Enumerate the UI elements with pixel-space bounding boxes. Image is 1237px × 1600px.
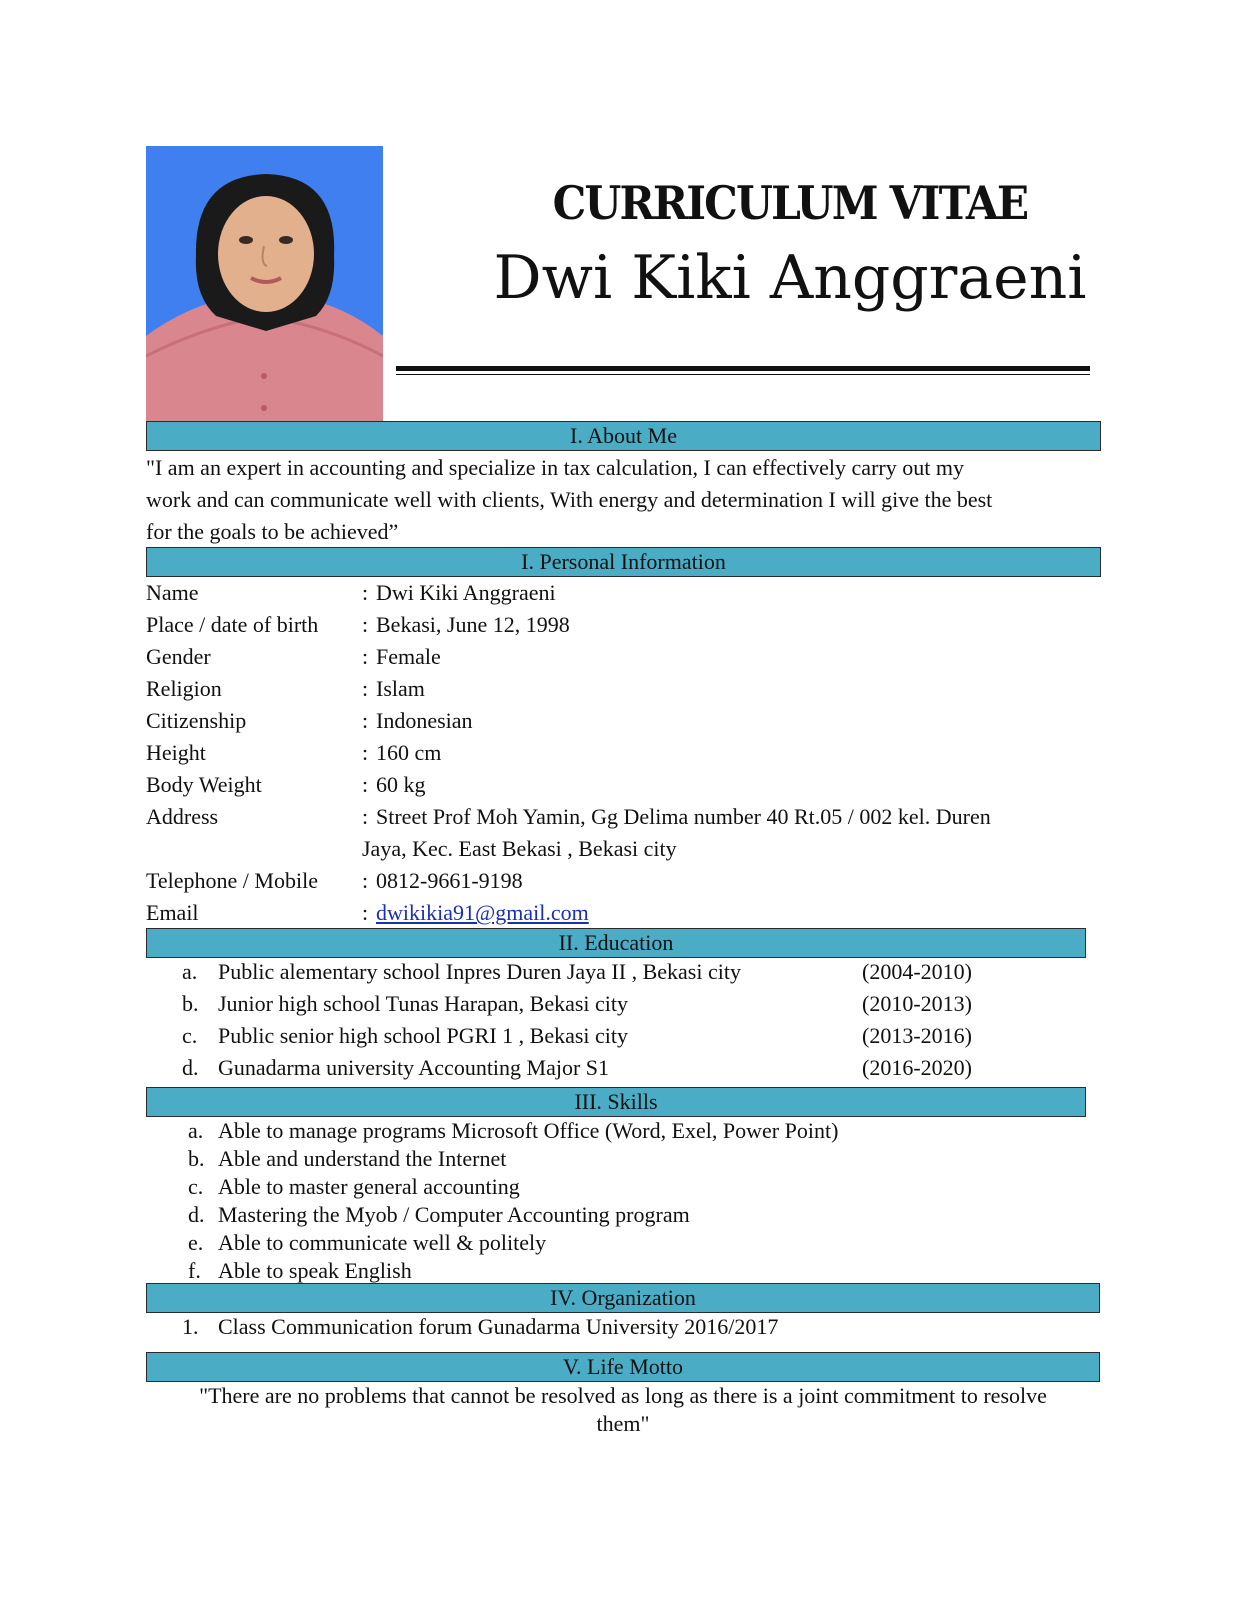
section-skills-heading: III. Skills [146,1087,1086,1117]
field-label: Telephone / Mobile [146,868,318,893]
field-colon: : [362,612,369,637]
skill-text: Able and understand the Internet [218,1146,507,1171]
section-motto-heading: V. Life Motto [146,1352,1100,1382]
list-marker: d. [182,1055,199,1080]
list-marker: e. [188,1230,204,1255]
candidate-name: Dwi Kiki Anggraeni [493,243,1087,313]
field-colon: : [362,740,369,765]
list-marker: a. [188,1118,204,1143]
education-years: (2004-2010) [862,959,972,984]
section-education-heading: II. Education [146,928,1086,958]
list-marker: b. [188,1146,205,1171]
section-about-heading: I. About Me [146,421,1101,451]
email-link[interactable]: dwikikia91@gmail.com [376,900,589,925]
list-marker: d. [188,1202,205,1227]
field-value: 60 kg [376,772,426,797]
about-line: "I am an expert in accounting and specialize in tax calculation, I can effectively carry out my [146,455,964,480]
field-value: 0812-9661-9198 [376,868,523,893]
field-colon: : [362,644,369,669]
profile-photo [146,146,383,425]
about-line: for the goals to be achieved” [146,519,399,544]
education-years: (2016-2020) [862,1055,972,1080]
education-school: Junior high school Tunas Harapan, Bekasi city [218,991,629,1016]
field-label: Name [146,580,199,605]
education-years: (2013-2016) [862,1023,972,1048]
field-label: Address [146,804,219,829]
header-divider [396,366,1090,371]
field-value: Jaya, Kec. East Bekasi , Bekasi city [362,836,677,861]
skill-text: Able to communicate well & politely [218,1230,547,1255]
field-label: Email [146,900,199,925]
section-organization-heading: IV. Organization [146,1283,1100,1313]
list-marker: a. [182,959,198,984]
motto-line: them" [596,1411,650,1436]
skill-text: Mastering the Myob / Computer Accounting program [218,1202,690,1227]
list-marker: 1. [182,1314,199,1339]
field-label: Religion [146,676,222,701]
field-value: Islam [376,676,425,701]
field-colon: : [362,804,369,829]
skill-text: Able to master general accounting [218,1174,520,1199]
field-value: Female [376,644,441,669]
list-marker: c. [182,1023,198,1048]
education-years: (2010-2013) [862,991,972,1016]
motto-line: "There are no problems that cannot be resolved as long as there is a joint commitment to resolve [199,1383,1047,1408]
skill-text: Able to speak English [218,1258,412,1283]
section-personal-heading: I. Personal Information [146,547,1101,577]
education-school: Gunadarma university Accounting Major S1 [218,1055,610,1080]
field-value: Dwi Kiki Anggraeni [376,580,556,605]
field-colon: : [362,900,369,925]
field-colon: : [362,868,369,893]
field-colon: : [362,580,369,605]
list-marker: f. [188,1258,201,1283]
about-text [146,452,992,548]
field-colon: : [362,708,369,733]
header-divider-thin [396,374,1090,375]
field-colon: : [362,676,369,701]
about-line: work and can communicate well with clients, With energy and determination I will give the best [146,487,993,512]
education-school: Public senior high school PGRI 1 , Bekasi city [218,1023,629,1048]
field-label: Citizenship [146,708,247,733]
field-label: Place / date of birth [146,612,319,637]
list-marker: b. [182,991,199,1016]
skill-text: Able to manage programs Microsoft Office (Word, Exel, Power Point) [218,1118,839,1143]
field-value: Street Prof Moh Yamin, Gg Delima number 40 Rt.05 / 002 kel. Duren [376,804,991,829]
list-marker: c. [188,1174,204,1199]
field-value: Bekasi, June 12, 1998 [376,612,570,637]
field-colon: : [362,772,369,797]
cv-title: CURRICULUM VITAE [552,176,1028,230]
education-school: Public alementary school Inpres Duren Jaya II , Bekasi city [218,959,741,984]
motto-text [146,1382,1100,1438]
field-label: Gender [146,644,211,669]
field-value: 160 cm [376,740,442,765]
field-label: Body Weight [146,772,262,797]
organization-text: Class Communication forum Gunadarma University 2016/2017 [218,1314,779,1339]
field-value: Indonesian [376,708,473,733]
field-label: Height [146,740,206,765]
